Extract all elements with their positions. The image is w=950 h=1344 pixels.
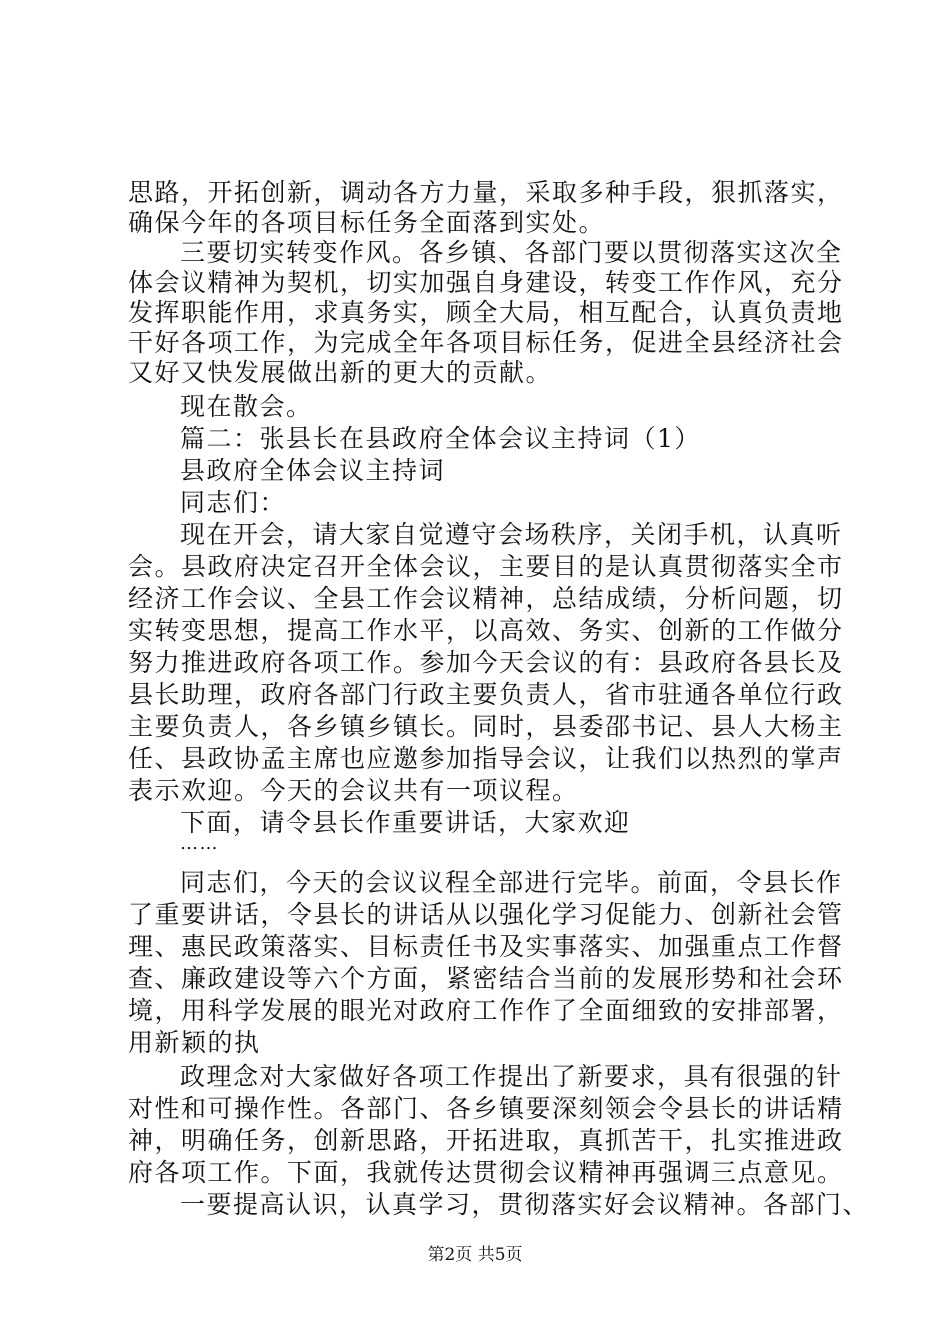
text-line: 县政府全体会议主持词 <box>180 456 446 485</box>
text-line: 任、县政协孟主席也应邀参加指导会议，让我们以热烈的掌声 <box>128 744 844 773</box>
text-line: 努力推进政府各项工作。参加今天会议的有：县政府各县长及 <box>128 648 844 677</box>
text-line: 用新颖的执 <box>128 1028 261 1057</box>
text-line: 境，用科学发展的眼光对政府工作作了全面细致的安排部署， <box>128 996 844 1025</box>
text-line: 同志们： <box>180 488 287 517</box>
text-line: 表示欢迎。今天的会议共有一项议程。 <box>128 776 579 805</box>
text-line: 了重要讲话，令县长的讲话从以强化学习促能力、创新社会管 <box>128 900 844 929</box>
text-line: 实转变思想，提高工作水平，以高效、务实、创新的工作做分 <box>128 616 844 645</box>
text-line: 查、廉政建设等六个方面，紧密结合当前的发展形势和社会环 <box>128 964 844 993</box>
text-line: 现在散会。 <box>180 392 313 421</box>
section-heading: 篇二：张县长在县政府全体会议主持词（1） <box>180 424 701 453</box>
text-line: 确保今年的各项目标任务全面落到实处。 <box>128 208 606 237</box>
text-line: 对性和可操作性。各部门、各乡镇要深刻领会令县长的讲话精 <box>128 1094 844 1123</box>
text-line: 县长助理，政府各部门行政主要负责人，省市驻通各单位行政 <box>128 680 844 709</box>
text-line: 会。县政府决定召开全体会议，主要目的是认真贯彻落实全市 <box>128 552 844 581</box>
text-line: 思路，开拓创新，调动各方力量，采取多种手段，狠抓落实， <box>128 178 844 207</box>
text-line: 神，明确任务，创新思路，开拓进取，真抓苦干，扎实推进政 <box>128 1126 844 1155</box>
text-line: 又好又快发展做出新的更大的贡献。 <box>128 358 553 387</box>
text-line: 体会议精神为契机，切实加强自身建设，转变工作作风，充分 <box>128 268 844 297</box>
text-line: 三要切实转变作风。各乡镇、各部门要以贯彻落实这次全 <box>180 238 843 267</box>
text-line: 理、惠民政策落实、目标责任书及实事落实、加强重点工作督 <box>128 932 844 961</box>
text-line: 主要负责人，各乡镇乡镇长。同时，县委邵书记、县人大杨主 <box>128 712 844 741</box>
ellipsis-line: …… <box>180 833 219 854</box>
text-line: 府各项工作。下面，我就传达贯彻会议精神再强调三点意见。 <box>128 1158 844 1187</box>
text-line: 干好各项工作，为完成全年各项目标任务，促进全县经济社会 <box>128 328 844 357</box>
text-line: 同志们，今天的会议议程全部进行完毕。前面，令县长作 <box>180 868 843 897</box>
page-footer: 第2页 共5页 <box>427 1245 523 1265</box>
text-line: 政理念对大家做好各项工作提出了新要求，具有很强的针 <box>180 1062 843 1091</box>
text-line: 发挥职能作用，求真务实，顾全大局，相互配合，认真负责地 <box>128 298 844 327</box>
text-line: 下面，请令县长作重要讲话，大家欢迎 <box>180 808 631 837</box>
text-line: 一要提高认识，认真学习，贯彻落实好会议精神。各部门、 <box>180 1190 870 1219</box>
text-line: 现在开会，请大家自觉遵守会场秩序，关闭手机，认真听 <box>180 520 843 549</box>
text-line: 经济工作会议、全县工作会议精神，总结成绩，分析问题，切 <box>128 584 844 613</box>
